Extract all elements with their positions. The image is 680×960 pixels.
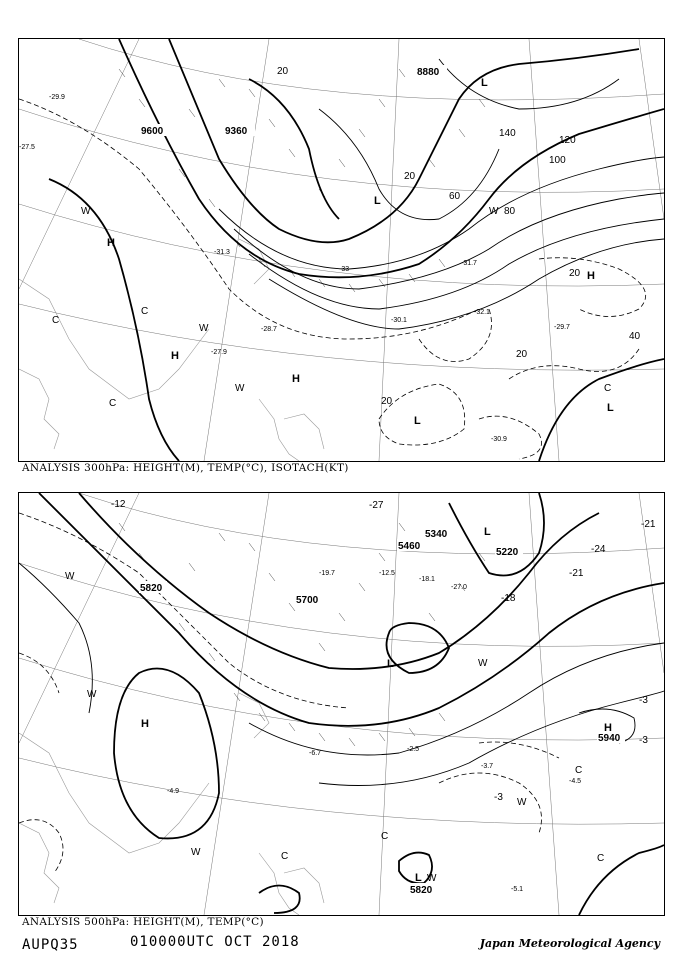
temp-value: -27.0 (451, 584, 467, 591)
temp-value: -27.9 (211, 349, 227, 356)
temp-value: -31.3 (214, 249, 230, 256)
temp-value: -31.7 (461, 260, 477, 267)
temp-value: -12.5 (379, 570, 395, 577)
height-label-5220: 5220 (496, 547, 519, 558)
height-label-5820a: 5820 (140, 583, 163, 594)
height-label-5700: 5700 (296, 595, 319, 606)
chart-footer (22, 934, 660, 954)
height-label-8880: 8880 (417, 67, 440, 78)
isotach-label-60: 60 (449, 191, 461, 202)
isotherm-label-3a: -3 (639, 695, 648, 706)
low-center-a: L (374, 195, 381, 207)
warm-center-c: W (517, 797, 527, 808)
pressure-centers (141, 526, 612, 884)
high-center-a: H (107, 237, 115, 249)
temp-value: -4.9 (167, 788, 180, 795)
isotach-label-20b: 20 (404, 171, 416, 182)
isotach-label-20e: 20 (381, 396, 393, 407)
isotach-label-20a: 20 (277, 66, 289, 77)
temp-value: -29.9 (49, 94, 65, 101)
isotach-label-80: 80 (504, 206, 516, 217)
temp-value: -3.7 (481, 763, 494, 770)
pressure-centers (107, 77, 614, 427)
warm-center-b: W (235, 383, 245, 394)
isotherm-labels (111, 499, 656, 803)
temp-value: -32.1 (474, 309, 490, 316)
isotach-label-100: 100 (549, 155, 566, 166)
low-center-c: L (415, 872, 422, 884)
map-300hpa-svg (19, 39, 664, 461)
cold-center-b: C (109, 398, 117, 409)
high-center-c: H (292, 373, 300, 385)
caption-500hpa: ANALYSIS 500hPa: HEIGHT(M), TEMP(°C) (22, 916, 264, 928)
isotach-labels (277, 66, 641, 407)
high-center-b: H (171, 350, 179, 362)
isotherm-label-21a: -21 (641, 519, 656, 530)
chart-code: AUPQ35 (22, 937, 79, 953)
cold-center-d: C (281, 851, 289, 862)
temp-value: -4.5 (569, 778, 582, 785)
high-center-b: H (604, 722, 612, 734)
height-label-5820b: 5820 (410, 885, 433, 896)
isotherm-label-18: -18 (501, 593, 516, 604)
agency-name: Japan Meteorological Agency (479, 937, 660, 950)
high-center-a: H (141, 718, 149, 730)
isotherm-dashed (19, 513, 559, 873)
warm-center-d: W (489, 206, 499, 217)
isotach-label-20c: 20 (569, 268, 581, 279)
isotach-contours (219, 59, 664, 329)
temp-value: -30.1 (391, 317, 407, 324)
isotherm-label-27: -27 (369, 500, 384, 511)
high-center-d: H (587, 270, 595, 282)
height-label-9600: 9600 (141, 126, 164, 137)
temp-value: -30.9 (491, 436, 507, 443)
isotach-label-20d: 20 (516, 349, 528, 360)
warm-center-a: W (81, 206, 91, 217)
temp-value: -6.7 (309, 750, 322, 757)
low-center-a: L (387, 658, 394, 670)
cold-center-c: C (597, 853, 605, 864)
temp-value: -29.7 (554, 324, 570, 331)
warm-center-b: W (87, 689, 97, 700)
warm-center-c: W (199, 323, 209, 334)
isotherm-label-21b: -21 (569, 568, 584, 579)
cold-center-a: C (381, 831, 389, 842)
caption-300hpa: ANALYSIS 300hPa: HEIGHT(M), TEMP(°C), ISOTACH(KT) (22, 462, 349, 474)
analysis-500hpa-map (18, 492, 665, 916)
wind-barbs-region (119, 69, 485, 292)
height-label-9360: 9360 (225, 126, 248, 137)
isotherm-label-12: -12 (111, 499, 126, 510)
temp-value: -28.7 (261, 326, 277, 333)
chart-valid-time: 010000UTC OCT 2018 (130, 934, 300, 950)
map-500hpa-svg (19, 493, 664, 915)
temp-value: -2.5 (407, 746, 420, 753)
isotherm-label-3b: -3 (639, 735, 648, 746)
temp-value: -27.5 (19, 144, 35, 151)
isotherm-label-3c: -3 (494, 792, 503, 803)
cold-center-b: C (575, 765, 583, 776)
graticule (19, 493, 664, 915)
wind-barbs-region (119, 523, 485, 746)
cold-center-a: C (141, 306, 149, 317)
warm-center-d: W (65, 571, 75, 582)
warm-center-a: W (191, 847, 201, 858)
isotherm-label-24: -24 (591, 544, 606, 555)
low-center-b: L (481, 77, 488, 89)
isotherm-contours (19, 563, 664, 786)
temp-value: -19.7 (319, 570, 335, 577)
station-temps (19, 94, 570, 443)
cold-center-c: C (52, 315, 60, 326)
temp-value: -33 (339, 266, 350, 273)
isotach-label-40: 40 (629, 331, 641, 342)
warm-center-e: W (427, 873, 437, 884)
coastlines (19, 693, 324, 915)
temp-value: -5.1 (511, 886, 524, 893)
low-center-c: L (607, 402, 614, 414)
height-label-5460: 5460 (398, 541, 421, 552)
temp-value: -18.1 (419, 576, 435, 583)
isotach-label-120: 120 (559, 135, 576, 146)
height-label-5940: 5940 (598, 733, 621, 744)
analysis-300hpa-map (18, 38, 665, 462)
station-temps (167, 570, 581, 893)
cold-center-d: C (604, 383, 612, 394)
low-center-d: L (414, 415, 421, 427)
warm-center-f: W (478, 658, 488, 669)
height-label-5340: 5340 (425, 529, 448, 540)
isotach-label-140: 140 (499, 128, 516, 139)
low-center-b: L (484, 526, 491, 538)
